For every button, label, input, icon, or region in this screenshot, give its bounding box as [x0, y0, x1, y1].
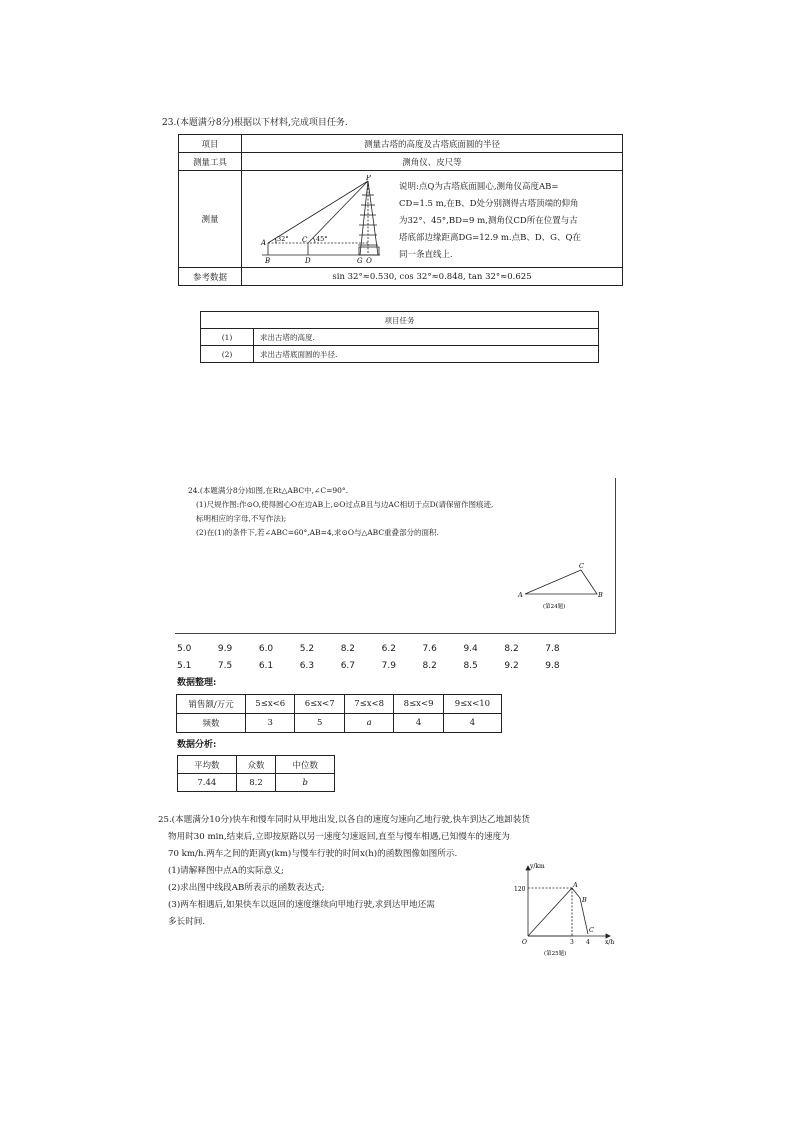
label-d: D — [305, 257, 311, 263]
q23-row-label: 测量工具 — [179, 153, 242, 171]
angle-45: 45° — [316, 235, 328, 243]
point-b-label: B — [582, 896, 587, 904]
analysis-header: 平均数 — [178, 756, 237, 774]
organize-title: 数据整理: — [177, 678, 217, 688]
x-tick-label: 4 — [586, 939, 590, 946]
organize-value: 5 — [295, 714, 344, 733]
task-text: 求出古塔底面圆的半径. — [254, 346, 599, 363]
label-g: G — [357, 257, 363, 263]
organize-header: 9≤x<10 — [443, 695, 501, 714]
q25-text — [158, 812, 530, 931]
label-b: B — [598, 591, 603, 599]
q23-measure-cell — [242, 171, 623, 268]
triangle-figure — [515, 560, 607, 612]
desc-line: 塔底部边缘距离DG=12.9 m.点B、D、G、Q在 — [399, 233, 581, 243]
q25-line: 25.(本题满分10分)快车和慢车同时从甲地出发,以各自的速度匀速向乙地行驶,快车到达乙地卸装货 — [158, 815, 530, 825]
data-value: 9.2 — [504, 661, 519, 671]
organize-value: a — [344, 714, 393, 733]
task-num: (2) — [201, 346, 254, 363]
label-a: A — [518, 591, 523, 599]
y-axis-label: y/km — [530, 863, 545, 870]
data-value: 9.4 — [463, 644, 478, 654]
label-c: C — [302, 236, 308, 244]
q24-line: (2)在(1)的条件下,若∠ABC=60°,AB=4,求⊙O与△ABC重叠部分的面积. — [196, 528, 439, 537]
point-c-label: C — [589, 926, 594, 934]
q25-line: (3)两车相遇后,如果快车以返回的速度继续向甲地行驶,求到达甲地还需 — [168, 900, 435, 910]
analysis-value: 8.2 — [236, 774, 276, 792]
data-value: 7.5 — [217, 661, 233, 671]
label-b: B — [265, 257, 271, 263]
data-value: 8.5 — [463, 661, 478, 671]
q25-line: 70 km/h.两车之间的距离y(km)与慢车行驶的时间x(h)的函数图像如图所示. — [168, 849, 458, 859]
data-value: 5.2 — [299, 644, 315, 654]
angle-32: 32° — [277, 235, 289, 243]
q25-graph — [510, 858, 620, 958]
q23-row-label: 测量 — [179, 171, 242, 268]
tower-figure — [256, 175, 386, 263]
data-value: 6.3 — [299, 661, 315, 671]
data-value: 6.7 — [340, 661, 356, 671]
label-c: C — [579, 562, 584, 570]
desc-line: CD=1.5 m,在B、D处分别测得古塔顶端的仰角 — [399, 199, 579, 209]
analysis-header: 中位数 — [276, 756, 335, 774]
q25-line: 多长时间. — [168, 917, 206, 927]
organize-value: 3 — [246, 714, 295, 733]
q25-caption: (第25题) — [544, 951, 567, 957]
analysis-header: 众数 — [236, 756, 276, 774]
q25-line: (2)求出图中线段AB所表示的函数表达式; — [168, 883, 325, 893]
organize-header: 销售额/万元 — [177, 695, 246, 714]
point-a-label: A — [573, 881, 578, 889]
y-tick-label: 120 — [514, 886, 526, 893]
organize-value: 4 — [394, 714, 443, 733]
organize-value: 4 — [443, 714, 501, 733]
organize-header: 6≤x<7 — [295, 695, 344, 714]
desc-line: 同一条直线上. — [399, 250, 453, 260]
q24-line: (1)尺规作图:作⊙O,使得圆心O在边AB上,⊙O过点B且与边AC相切于点D(请保留作图痕迹, — [196, 500, 494, 509]
label-q: Q — [366, 257, 372, 263]
data-value: 8.2 — [340, 644, 356, 654]
q24-line: 标明相应的字母,不写作法); — [196, 514, 287, 523]
data-value: 7.8 — [545, 644, 560, 654]
origin-label: O — [522, 939, 527, 946]
data-value: 6.0 — [258, 644, 274, 654]
analysis-value: 7.44 — [178, 774, 237, 792]
q23-row-value: 测量古塔的高度及古塔底面圆的半径 — [242, 135, 623, 153]
data-value: 6.1 — [258, 661, 274, 671]
q23-description — [399, 179, 581, 264]
q25-line: 物用时30 min,结束后,立即按原路以另一速度匀速返回,直至与慢车相遇,已知慢车的速度为 — [168, 832, 510, 842]
data-value: 7.9 — [381, 661, 396, 671]
label-a: A — [261, 239, 267, 247]
organize-header: 7≤x<8 — [344, 695, 393, 714]
data-value: 8.2 — [504, 644, 519, 654]
analysis-table — [177, 755, 335, 792]
data-value: 8.2 — [422, 661, 437, 671]
task-num: (1) — [201, 329, 254, 346]
q24-line: 24.(本题满分8分)如图,在Rt△ABC中,∠C=90°. — [188, 486, 349, 495]
q23-row-label: 参考数据 — [179, 268, 242, 286]
x-axis-label: x/h — [605, 939, 615, 946]
data-value: 7.6 — [422, 644, 437, 654]
desc-line: 为32°、45°,BD=9 m,测角仪CD所在位置与古 — [399, 216, 578, 226]
data-row-1 — [177, 643, 560, 656]
data-row-2 — [177, 660, 560, 673]
x-tick-label: 3 — [570, 939, 574, 946]
q23-row-label: 项目 — [179, 135, 242, 153]
analysis-title: 数据分析: — [177, 740, 217, 750]
q25-line: (1)请解释图中点A的实际意义; — [168, 866, 284, 876]
q24-text — [188, 484, 493, 540]
task-text: 求出古塔的高度. — [254, 329, 599, 346]
desc-line: 说明:点Q为古塔底面圆心,测角仪高度AB= — [399, 182, 559, 192]
q23-row-value: sin 32°≈0.530, cos 32°≈0.848, tan 32°≈0.625 — [242, 268, 623, 286]
analysis-value: b — [276, 774, 335, 792]
data-value: 5.1 — [177, 661, 192, 671]
data-value: 6.2 — [381, 644, 396, 654]
q23-row-value: 测角仪、皮尺等 — [242, 153, 623, 171]
q24-caption: (第24题) — [543, 604, 566, 610]
organize-table — [176, 694, 502, 733]
q23-table — [178, 134, 623, 286]
organize-header: 5≤x<6 — [246, 695, 295, 714]
q23-intro: 23.(本题满分8分)根据以下材料,完成项目任务. — [162, 118, 348, 128]
organize-value: 频数 — [177, 714, 246, 733]
label-p: P — [366, 175, 371, 182]
tasks-header: 项目任务 — [201, 312, 599, 329]
q23-tasks-table — [200, 311, 599, 363]
data-value: 9.8 — [545, 661, 560, 671]
data-value: 5.0 — [177, 644, 192, 654]
data-value: 9.9 — [217, 644, 233, 654]
organize-header: 8≤x<9 — [394, 695, 443, 714]
